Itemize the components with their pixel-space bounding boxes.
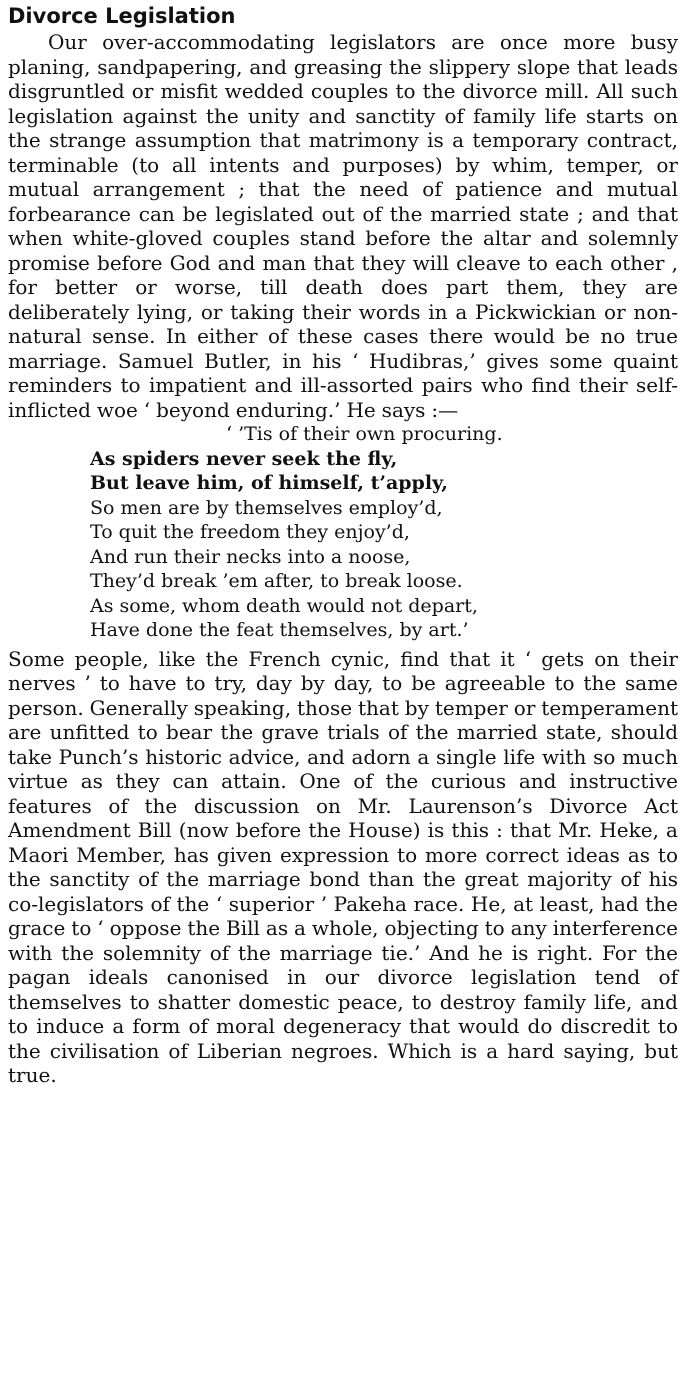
verse-line: They’d break ’em after, to break loose. bbox=[90, 570, 463, 592]
verse-line: But leave him, of himself, t’apply, bbox=[90, 472, 448, 494]
article-title: Divorce Legislation bbox=[8, 4, 236, 28]
verse-line: And run their necks into a noose, bbox=[90, 545, 411, 568]
verse-line: As spiders never seek the fly, bbox=[90, 447, 398, 470]
verse-quotation bbox=[8, 422, 678, 643]
article-paragraph-2: Some people, like the French cynic, find that it ‘ gets on their nerves ’ to have to try, day by day, to be agreeable to the same person. Generally speaking, those that by temper or temperament are unfitted to bear the grave trials of the married state, should take Punch’s historic advice, and adorn a single life with so much virtue as they can attain. One of the curious and instructive features of the discussion on Mr. Laurenson’s Divorce Act Amendment Bill (now before the House) is this : that Mr. Heke, a Maori Member, has given expression to more correct ideas as to the sanctity of the marriage bond than the great majority of his co-legislators of the ‘ superior ’ Pakeha race. He, at least, had the grace to ‘ oppose the Bill as a whole, objecting to any interference with the solemnity of the marriage tie.’ And he is right. For the pagan ideals canonised in our divorce legislation tend of themselves to shatter domestic peace, to destroy family life, and to induce a form of moral degeneracy that would do discredit to the civilisation of Liberian negroes. Which is a hard saying, but true. bbox=[8, 646, 678, 1087]
article-paragraph-1: Our over-accommodating legislators are once more busy planing, sandpapering, and greasing the slippery slope that leads disgruntled or misfit wedded couples to the divorce mill. All such legislation against the unity and sanctity of family life starts on the strange assumption that matrimony is a temporary contract, terminable (to all intents and purposes) by whim, temper, or mutual arrangement ; that the need of patience and mutual forbearance can be legislated out of the married state ; and that when white-gloved couples stand before the altar and solemnly promise before God and man that they will cleave to each other , for better or worse, till death does part them, they are deliberately lying, or taking their words in a Pickwickian or non-natural sense. In either of these cases there would be no true marriage. Samuel Butler, in his ‘ Hudibras,’ gives some quaint reminders to impatient and ill-assorted pairs who find their self-inflicted woe ‘ beyond enduring.’ He says :— bbox=[8, 30, 678, 422]
verse-line: ‘ ’Tis of their own procuring. bbox=[226, 423, 503, 445]
verse-line: To quit the freedom they enjoy’d, bbox=[90, 521, 410, 543]
verse-line: As some, whom death would not depart, bbox=[90, 594, 478, 617]
verse-line: So men are by themselves employ’d, bbox=[90, 496, 443, 519]
verse-line: Have done the feat themselves, by art.’ bbox=[90, 619, 469, 641]
article bbox=[8, 0, 678, 1088]
